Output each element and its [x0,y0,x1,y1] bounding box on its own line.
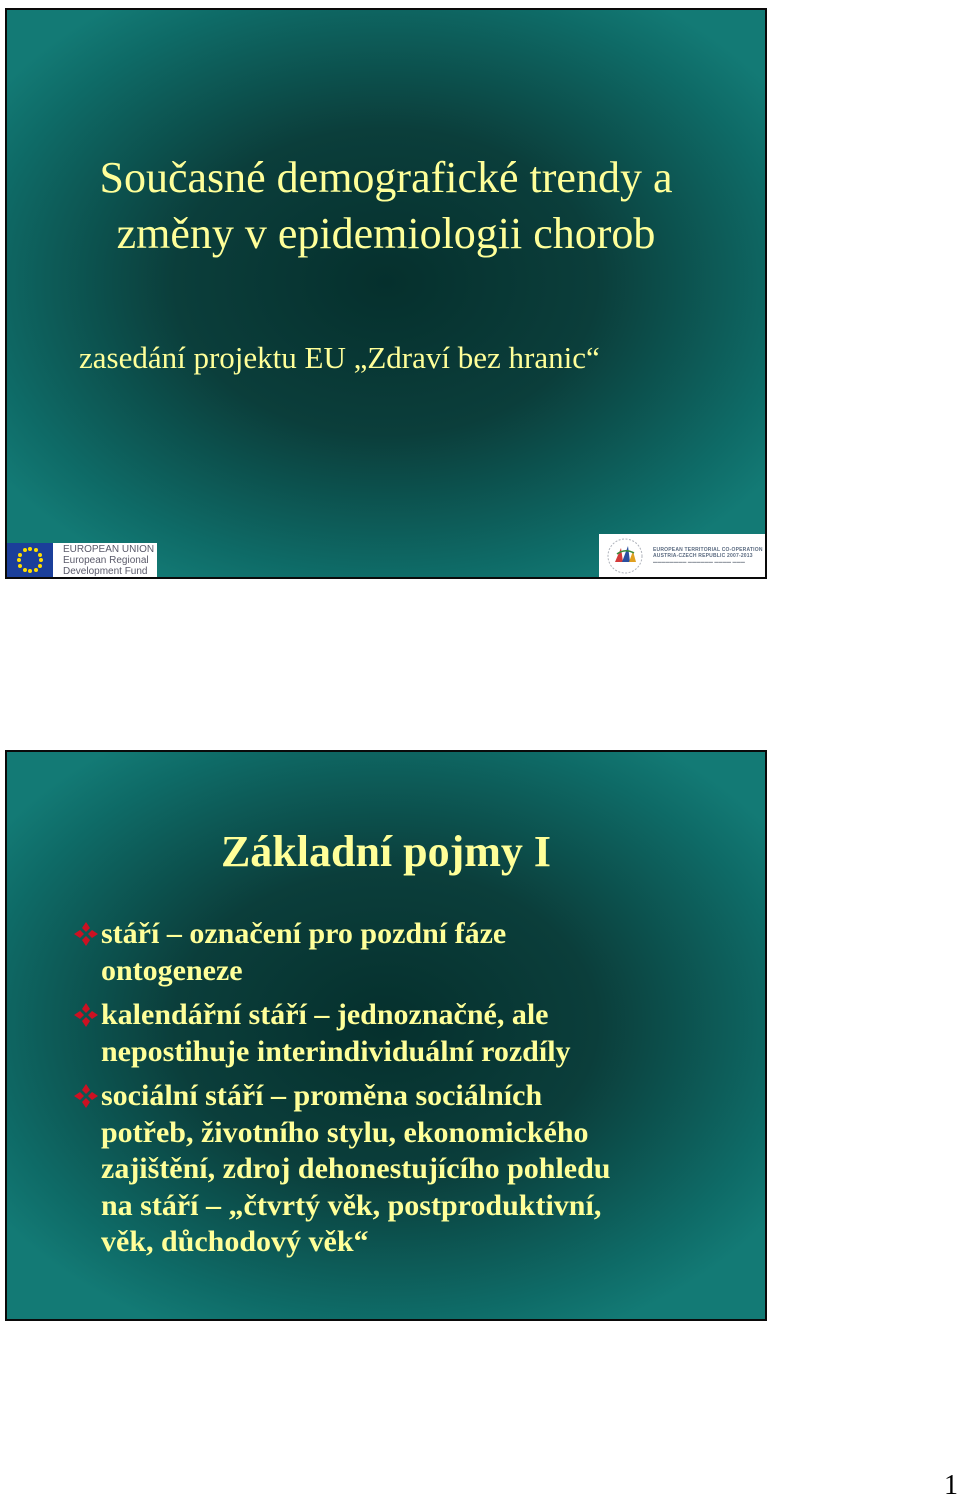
eu-star-icon [18,564,22,568]
eu-star-icon [17,558,21,562]
slide-1 [5,8,767,579]
eu-logo-text [53,543,154,577]
eu-star-icon [28,547,32,551]
slide-1-title-line: změny v epidemiologii chorob [116,209,656,258]
eu-star-icon [28,569,32,573]
etc-logo-line: AUSTRIA-CZECH REPUBLIC 2007-2013 [653,552,753,559]
bullet-line: stáří – označení pro pozdní fáze [101,917,507,950]
eu-star-icon [34,568,38,572]
logo-bar [7,543,765,577]
bullet-line: nepostihuje interindividuální rozdíly [101,1034,571,1068]
etc-logo-line: EUROPEAN TERRITORIAL CO-OPERATION [653,546,763,553]
slide-1-title [7,150,765,262]
eu-star-icon [18,553,22,557]
eu-logo-line: EUROPEAN UNION [63,544,155,555]
bullet-item [73,997,713,1070]
eu-star-icon [38,553,42,557]
red-diamond-bullet-icon [73,921,99,947]
red-diamond-bullet-icon [73,1083,99,1109]
etc-logo-fineprint: ▬▬▬▬▬▬▬▬ ▬▬▬▬▬▬ ▬▬▬▬ ▬▬▬ [653,558,746,564]
page-number: 1 [944,1470,958,1501]
bullet-line: zajištění, zdroj dehonestujícího pohledu [101,1152,611,1185]
bullet-item [73,916,713,989]
eu-star-icon [23,568,27,572]
cooperation-emblem-icon [603,536,647,576]
bullet-line: na stáří – „čtvrtý věk, postproduktivní, [101,1188,602,1222]
red-diamond-bullet-icon [73,1002,99,1028]
eu-star-icon [23,548,27,552]
bullet-line: kalendářní stáří – jednoznačné, ale [101,998,549,1031]
bullet-line: potřeb, životního stylu, ekonomického [101,1115,589,1149]
bullet-line: ontogeneze [101,953,243,987]
eu-flag-icon [7,543,53,577]
bullet-item [73,1078,713,1261]
bullet-list [73,916,713,1269]
etc-logo [599,534,765,577]
etc-logo-text [647,547,763,565]
eu-logo-line: European Regional [63,555,149,566]
slide-1-title-line: Současné demografické trendy a [99,153,673,202]
eu-star-icon [38,564,42,568]
slide-2-title: Základní pojmy I [220,827,552,876]
eu-logo-line: Development Fund [63,566,148,577]
eu-star-icon [39,558,43,562]
bullet-line: věk, důchodový věk“ [101,1225,369,1258]
bullet-line: sociální stáří – proměna sociálních [101,1079,543,1112]
slide-1-subtitle: zasedání projektu EU „Zdraví bez hranic“ [79,340,600,375]
slide-2 [5,750,767,1321]
eu-logo [7,543,157,577]
eu-star-icon [34,548,38,552]
